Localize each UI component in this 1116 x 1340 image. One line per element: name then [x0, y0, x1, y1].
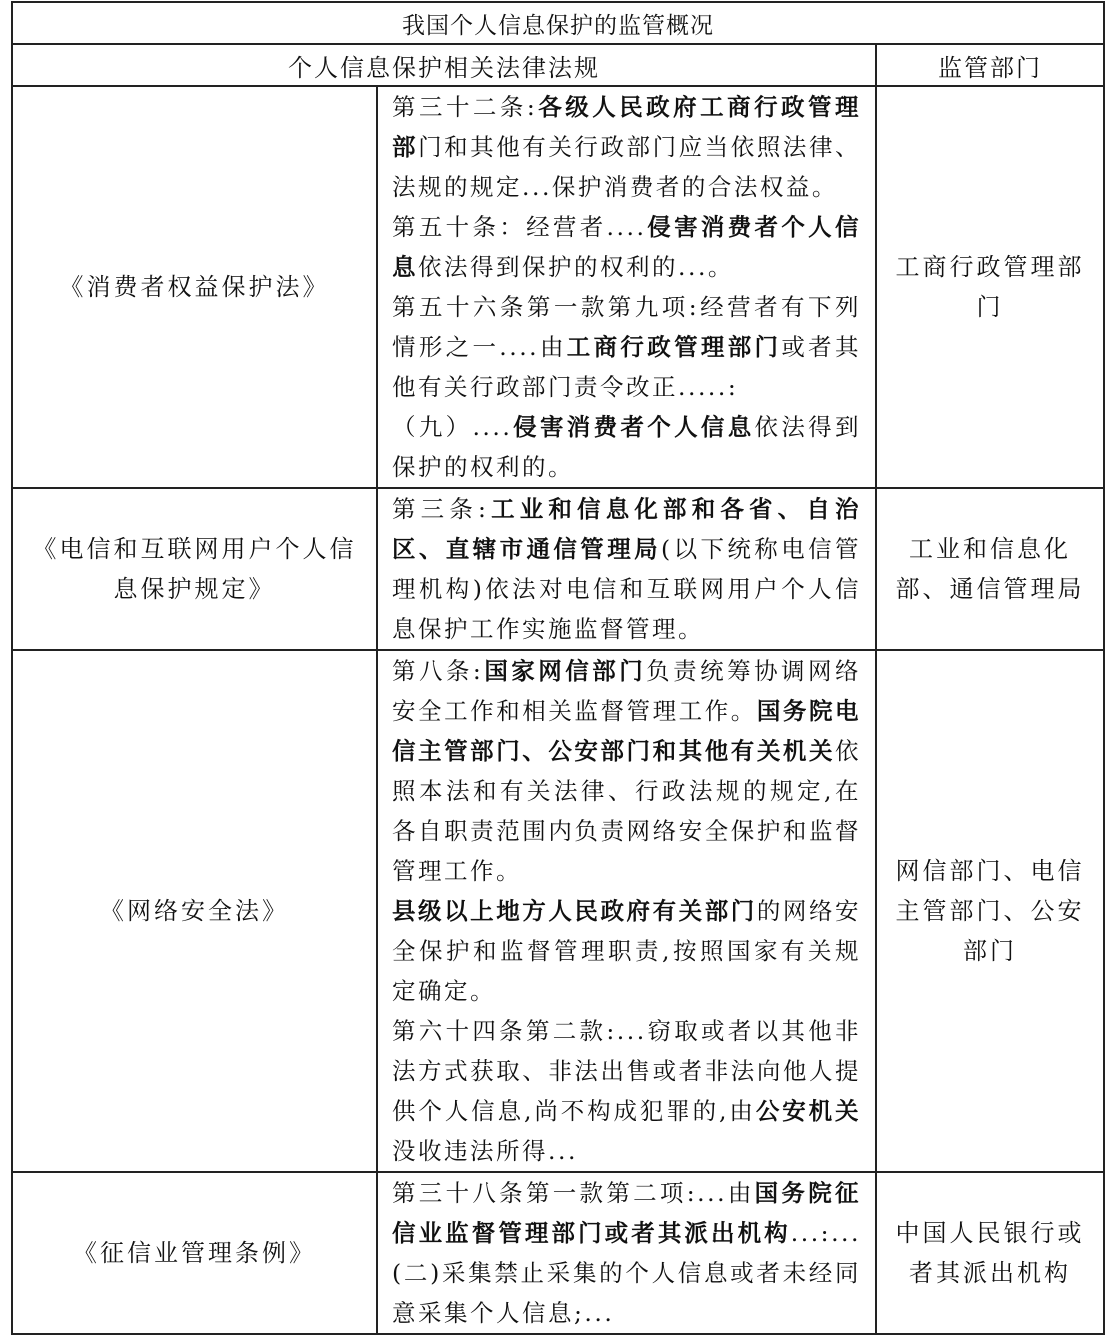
text: 第三条:	[392, 495, 489, 523]
bold-text: 国务院电信主管部门、公安部门和其他有关机关	[392, 697, 862, 765]
provision-paragraph	[392, 891, 861, 1011]
header-dept: 监管部门	[876, 44, 1104, 86]
regulator: 工业和信息化部、通信管理局	[876, 488, 1104, 650]
bold-text: 县级以上地方人民政府有关部门	[392, 897, 757, 925]
text: 第五十六条第一款第九项:经营者有下列情形之一....由	[392, 293, 861, 361]
provisions	[377, 650, 876, 1172]
text: 负责统筹协调网络安全工作和相关监督管理工作。	[392, 657, 861, 725]
provision-paragraph	[392, 87, 861, 207]
provision-paragraph	[392, 1173, 861, 1333]
text: 的网络安全保护和监督管理职责,按照国家有关规定确定。	[392, 897, 862, 1005]
provisions	[377, 86, 876, 488]
bold-text: 工业和信息化部和各省、自治区、直辖市通信管理局	[392, 495, 862, 563]
text: 没收违法所得...	[392, 1137, 578, 1165]
law-name: 《消费者权益保护法》	[12, 86, 377, 488]
text: (以下统称电信管理机构)依法对电信和互联网用户个人信息保护工作实施监督管理。	[392, 535, 862, 643]
regulator: 网信部门、电信主管部门、公安部门	[876, 650, 1104, 1172]
regulator: 中国人民银行或者其派出机构	[876, 1172, 1104, 1334]
text: 第八条:	[392, 657, 484, 685]
table-title: 我国个人信息保护的监管概况	[12, 2, 1104, 44]
provision-paragraph	[392, 489, 861, 649]
table-row	[12, 1172, 1104, 1334]
provisions	[377, 488, 876, 650]
bold-text: 侵害消费者个人信息	[512, 413, 755, 441]
text: 依法得到保护的权利的。	[392, 413, 862, 481]
table-row	[12, 86, 1104, 488]
table-row	[12, 650, 1104, 1172]
text: 或者其他有关行政部门责令改正.....:	[392, 333, 861, 401]
bold-text: 国家网信部门	[483, 657, 647, 685]
provision-paragraph	[392, 1011, 861, 1171]
header-laws: 个人信息保护相关法律法规	[12, 44, 876, 86]
provision-paragraph	[392, 207, 861, 287]
law-name: 《网络安全法》	[12, 650, 377, 1172]
provisions	[377, 1172, 876, 1334]
text: 第三十八条第一款第二项:...由	[392, 1179, 755, 1207]
text: ...:...(二)采集禁止采集的个人信息或者未经同意采集个人信息;...	[392, 1219, 861, 1327]
bold-text: 各级人民政府工商行政管理部	[392, 93, 861, 161]
regulator: 工商行政管理部门	[876, 86, 1104, 488]
law-name: 《征信业管理条例》	[12, 1172, 377, 1334]
provision-paragraph	[392, 287, 861, 407]
provision-paragraph	[392, 651, 861, 891]
provision-paragraph	[392, 407, 861, 487]
text: 依法得到保护的权利的...。	[418, 253, 734, 281]
text: 第五十条：经营者....	[392, 213, 647, 241]
bold-text: 工商行政管理部门	[566, 333, 782, 361]
text: 依照本法和有关法律、行政法规的规定,在各自职责范围内负责网络安全保护和监督管理工作。	[392, 737, 861, 885]
text: 门和其他有关行政部门应当依照法律、法规的规定...保护消费者的合法权益。	[392, 133, 862, 201]
regulation-table	[11, 1, 1105, 1335]
text: （九）....	[392, 413, 513, 441]
text: 第三十二条:	[392, 93, 538, 121]
text: 第六十四条第二款:...窃取或者以其他非法方式获取、非法出售或者非法向他人提供个人信息,尚不构成犯罪的,由	[392, 1017, 861, 1125]
law-name: 《电信和互联网用户个人信息保护规定》	[12, 488, 377, 650]
bold-text: 公安机关	[755, 1097, 861, 1125]
table-row	[12, 488, 1104, 650]
bold-text: 侵害消费者个人信息	[392, 213, 861, 281]
bold-text: 国务院征信业监督管理部门或者其派出机构	[392, 1179, 862, 1247]
